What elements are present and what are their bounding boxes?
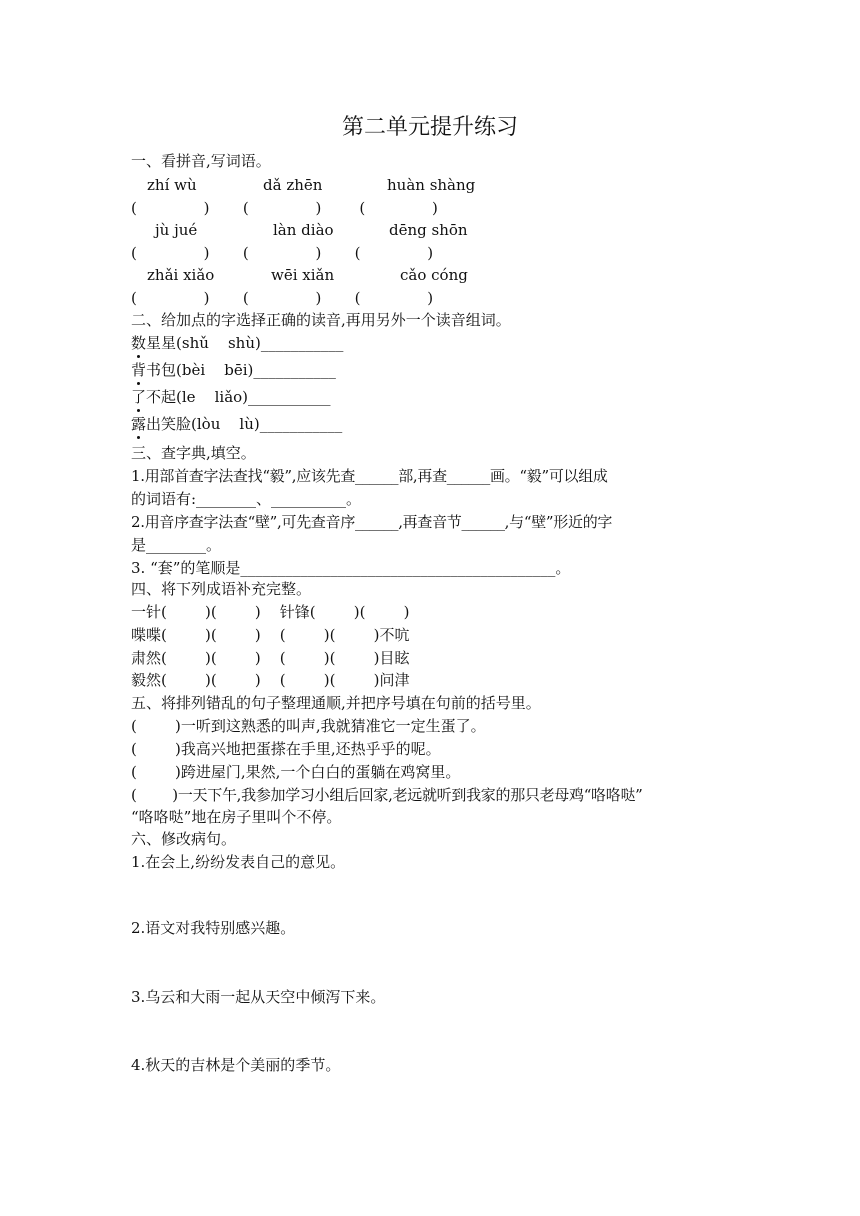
question-line: 是________。 [131, 536, 222, 554]
section-2-heading: 二、给加点的字选择正确的读音,再用另外一个读音组词。 [131, 311, 511, 329]
section-5-heading: 五、将排列错乱的句子整理通顺,并把序号填在句前的括号里。 [131, 694, 541, 712]
pinyin: dēng shōn [389, 221, 468, 239]
pinyin: wēi xiǎn [271, 266, 335, 284]
question-line: 的词语有:________、__________。 [131, 490, 362, 508]
pronunciation-item [131, 387, 331, 407]
sentence-line: “咯咯哒”地在房子里叫个不停。 [131, 808, 342, 826]
sentence-to-correct: 1.在会上,纷纷发表自己的意见。 [131, 853, 346, 871]
section-6-heading: 六、修改病句。 [131, 830, 237, 848]
dotted-character: 数 [131, 334, 147, 352]
idiom-line: 肃然( )( ) ( )( )目眩 [131, 649, 410, 667]
pinyin: zhí wù [147, 176, 197, 194]
sentence-to-correct: 2.语文对我特别感兴趣。 [131, 919, 296, 937]
item-text: 书包(bèi bēi)___________ [146, 361, 336, 379]
sentence-line: ( )一天下午,我参加学习小组后回家,老远就听到我家的那只老母鸡“咯咯哒” [131, 786, 643, 804]
question-line: 2.用音序查字法查“壁”,可先查音序______,再查音节______,与“壁”形近的字 [131, 513, 613, 531]
pinyin: cǎo cóng [400, 266, 468, 284]
pinyin: làn diào [273, 221, 334, 239]
dotted-character: 露 [131, 415, 147, 433]
item-text: 出笑脸(lòu lù)___________ [146, 415, 343, 433]
sentence-line: ( )一听到这熟悉的叫声,我就猜准它一定生蛋了。 [131, 717, 486, 735]
question-line: 3. “套”的笔顺是__________________________________________。 [131, 559, 571, 577]
sentence-to-correct: 4.秋天的吉林是个美丽的季节。 [131, 1056, 341, 1074]
sentence-line: ( )我高兴地把蛋搽在手里,还热乎乎的呢。 [131, 740, 441, 758]
idiom-line: 喋喋( )( ) ( )( )不吭 [131, 626, 410, 644]
pronunciation-item [131, 414, 342, 434]
sentence-to-correct: 3.乌云和大雨一起从天空中倾泻下来。 [131, 988, 386, 1006]
section-3-heading: 三、查字典,填空。 [131, 444, 256, 462]
sentence-line: ( )跨进屋门,果然,一个白白的蛋躺在鸡窝里。 [131, 763, 461, 781]
item-text: 不起(le liǎo)___________ [146, 388, 331, 406]
pinyin: zhǎi xiǎo [147, 266, 215, 284]
pronunciation-item [131, 333, 343, 353]
answer-blanks: ( ) ( ) ( ) [131, 244, 434, 262]
question-line: 1.用部首查字法查找“毅”,应该先查______部,再查______画。“毅”可以组成 [131, 467, 608, 485]
item-text: 星星(shǔ shù)___________ [146, 334, 344, 352]
pinyin: dǎ zhēn [263, 176, 323, 194]
idiom-line: 一针( )( ) 针锋( )( ) [131, 603, 410, 621]
pinyin: jù jué [155, 221, 198, 239]
answer-blanks: ( ) ( ) ( ) [131, 199, 438, 217]
section-1-heading: 一、看拼音,写词语。 [131, 152, 271, 170]
pronunciation-item [131, 360, 336, 380]
pinyin: huàn shàng [387, 176, 476, 194]
dotted-character: 了 [131, 388, 147, 406]
idiom-line: 毅然( )( ) ( )( )问津 [131, 671, 410, 689]
section-4-heading: 四、将下列成语补充完整。 [131, 580, 312, 598]
dotted-character: 背 [131, 361, 147, 379]
page-title: 第二单元提升练习 [341, 115, 518, 140]
answer-blanks: ( ) ( ) ( ) [131, 289, 434, 307]
